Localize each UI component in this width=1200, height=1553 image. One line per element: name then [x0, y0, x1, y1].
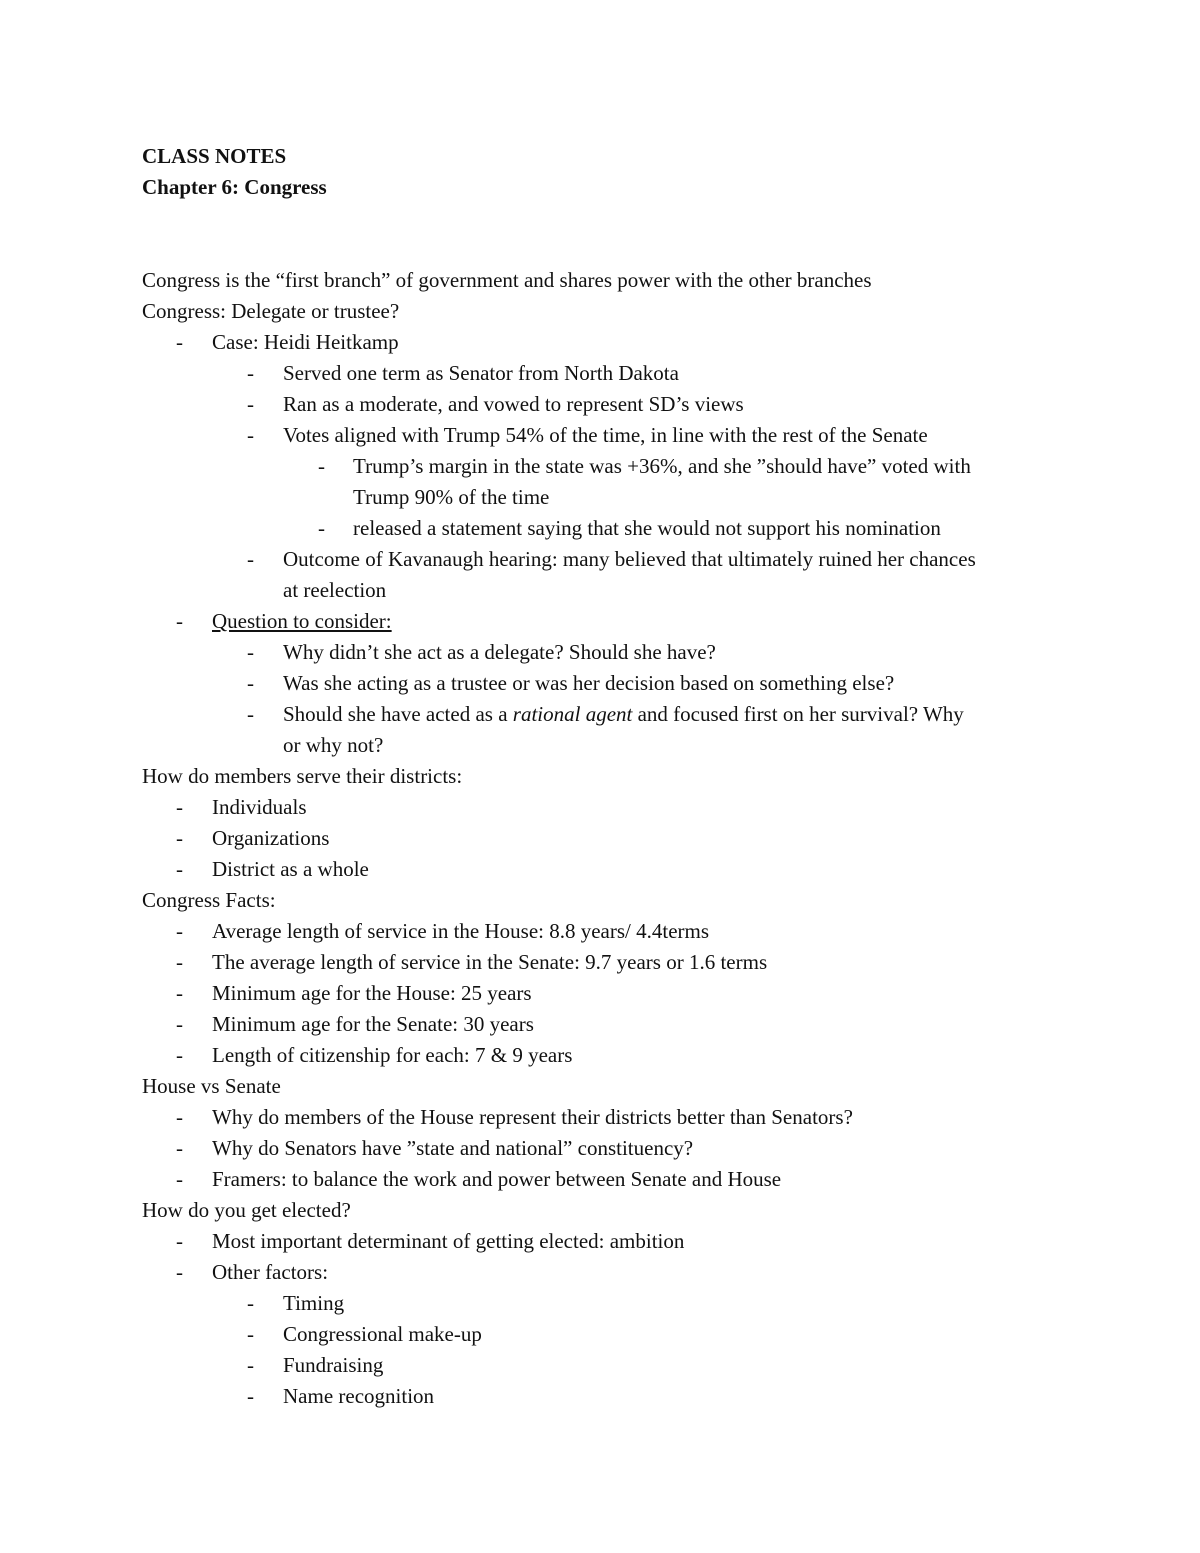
list-item: Average length of service in the House: 8.8 years/ 4.4terms [212, 919, 710, 943]
list-item: Framers: to balance the work and power between Senate and House [212, 1167, 782, 1191]
bullet-dash: - [176, 1105, 183, 1129]
list-item: Congressional make-up [283, 1322, 482, 1346]
list-item: Name recognition [283, 1384, 435, 1408]
chapter-heading: Chapter 6: Congress [142, 175, 327, 199]
section-heading: Congress: Delegate or trustee? [142, 299, 400, 323]
bullet-dash: - [176, 1136, 183, 1160]
bullet-dash: - [176, 1043, 183, 1067]
list-item-continuation: at reelection [283, 578, 387, 602]
list-item: Timing [283, 1291, 345, 1315]
bullet-dash: - [176, 330, 183, 354]
bullet-dash: - [176, 1260, 183, 1284]
list-item: Minimum age for the House: 25 years [212, 981, 532, 1005]
list-item: Length of citizenship for each: 7 & 9 years [212, 1043, 573, 1067]
section-heading: Congress is the “first branch” of government and shares power with the other branches [142, 268, 872, 292]
bullet-dash: - [176, 795, 183, 819]
list-item: Was she acting as a trustee or was her decision based on something else? [283, 671, 895, 695]
bullet-dash: - [247, 671, 254, 695]
bullet-dash: - [247, 640, 254, 664]
bullet-dash: - [176, 857, 183, 881]
list-item: Question to consider: [212, 609, 392, 633]
section-heading: House vs Senate [142, 1074, 281, 1098]
list-item: Other factors: [212, 1260, 329, 1284]
list-item: Minimum age for the Senate: 30 years [212, 1012, 534, 1036]
emphasis-text: rational agent [512, 702, 633, 726]
bullet-dash: - [247, 1384, 254, 1408]
list-item: Most important determinant of getting elected: ambition [212, 1229, 685, 1253]
list-item: Why do members of the House represent their districts better than Senators? [212, 1105, 853, 1129]
bullet-dash: - [176, 609, 183, 633]
bullet-dash: - [247, 392, 254, 416]
list-item: Individuals [212, 795, 307, 819]
list-item: Ran as a moderate, and vowed to represent SD’s views [283, 392, 744, 416]
list-item: Served one term as Senator from North Dakota [283, 361, 679, 385]
section-heading: How do you get elected? [142, 1198, 351, 1222]
bullet-dash: - [318, 516, 325, 540]
section-heading: How do members serve their districts: [142, 764, 463, 788]
section-heading: Congress Facts: [142, 888, 276, 912]
list-item: Fundraising [283, 1353, 384, 1377]
bullet-dash: - [247, 702, 254, 726]
list-item-text: Should she have acted as a [283, 702, 513, 726]
list-item: Why do Senators have ”state and national” constituency? [212, 1136, 694, 1160]
bullet-dash: - [176, 826, 183, 850]
list-item: District as a whole [212, 857, 369, 881]
bullet-dash: - [247, 1322, 254, 1346]
list-item: Trump’s margin in the state was +36%, and she ”should have” voted with [353, 454, 971, 478]
list-item [283, 699, 964, 730]
list-item-text: and focused first on her survival? Why [632, 702, 964, 726]
list-item: released a statement saying that she would not support his nomination [353, 516, 941, 540]
list-item: Organizations [212, 826, 330, 850]
list-item: The average length of service in the Senate: 9.7 years or 1.6 terms [212, 950, 768, 974]
list-item-continuation: Trump 90% of the time [353, 485, 550, 509]
bullet-dash: - [176, 981, 183, 1005]
bullet-dash: - [176, 919, 183, 943]
document-title: CLASS NOTES [142, 144, 287, 168]
list-item: Why didn’t she act as a delegate? Should she have? [283, 640, 716, 664]
list-item: Votes aligned with Trump 54% of the time, in line with the rest of the Senate [283, 423, 928, 447]
bullet-dash: - [176, 950, 183, 974]
bullet-dash: - [247, 361, 254, 385]
bullet-dash: - [176, 1229, 183, 1253]
list-item-continuation: or why not? [283, 733, 384, 757]
bullet-dash: - [247, 423, 254, 447]
bullet-dash: - [247, 547, 254, 571]
bullet-dash: - [176, 1167, 183, 1191]
list-item: Outcome of Kavanaugh hearing: many believed that ultimately ruined her chances [283, 547, 976, 571]
list-item: Case: Heidi Heitkamp [212, 330, 399, 354]
bullet-dash: - [176, 1012, 183, 1036]
bullet-dash: - [318, 454, 325, 478]
bullet-dash: - [247, 1291, 254, 1315]
bullet-dash: - [247, 1353, 254, 1377]
